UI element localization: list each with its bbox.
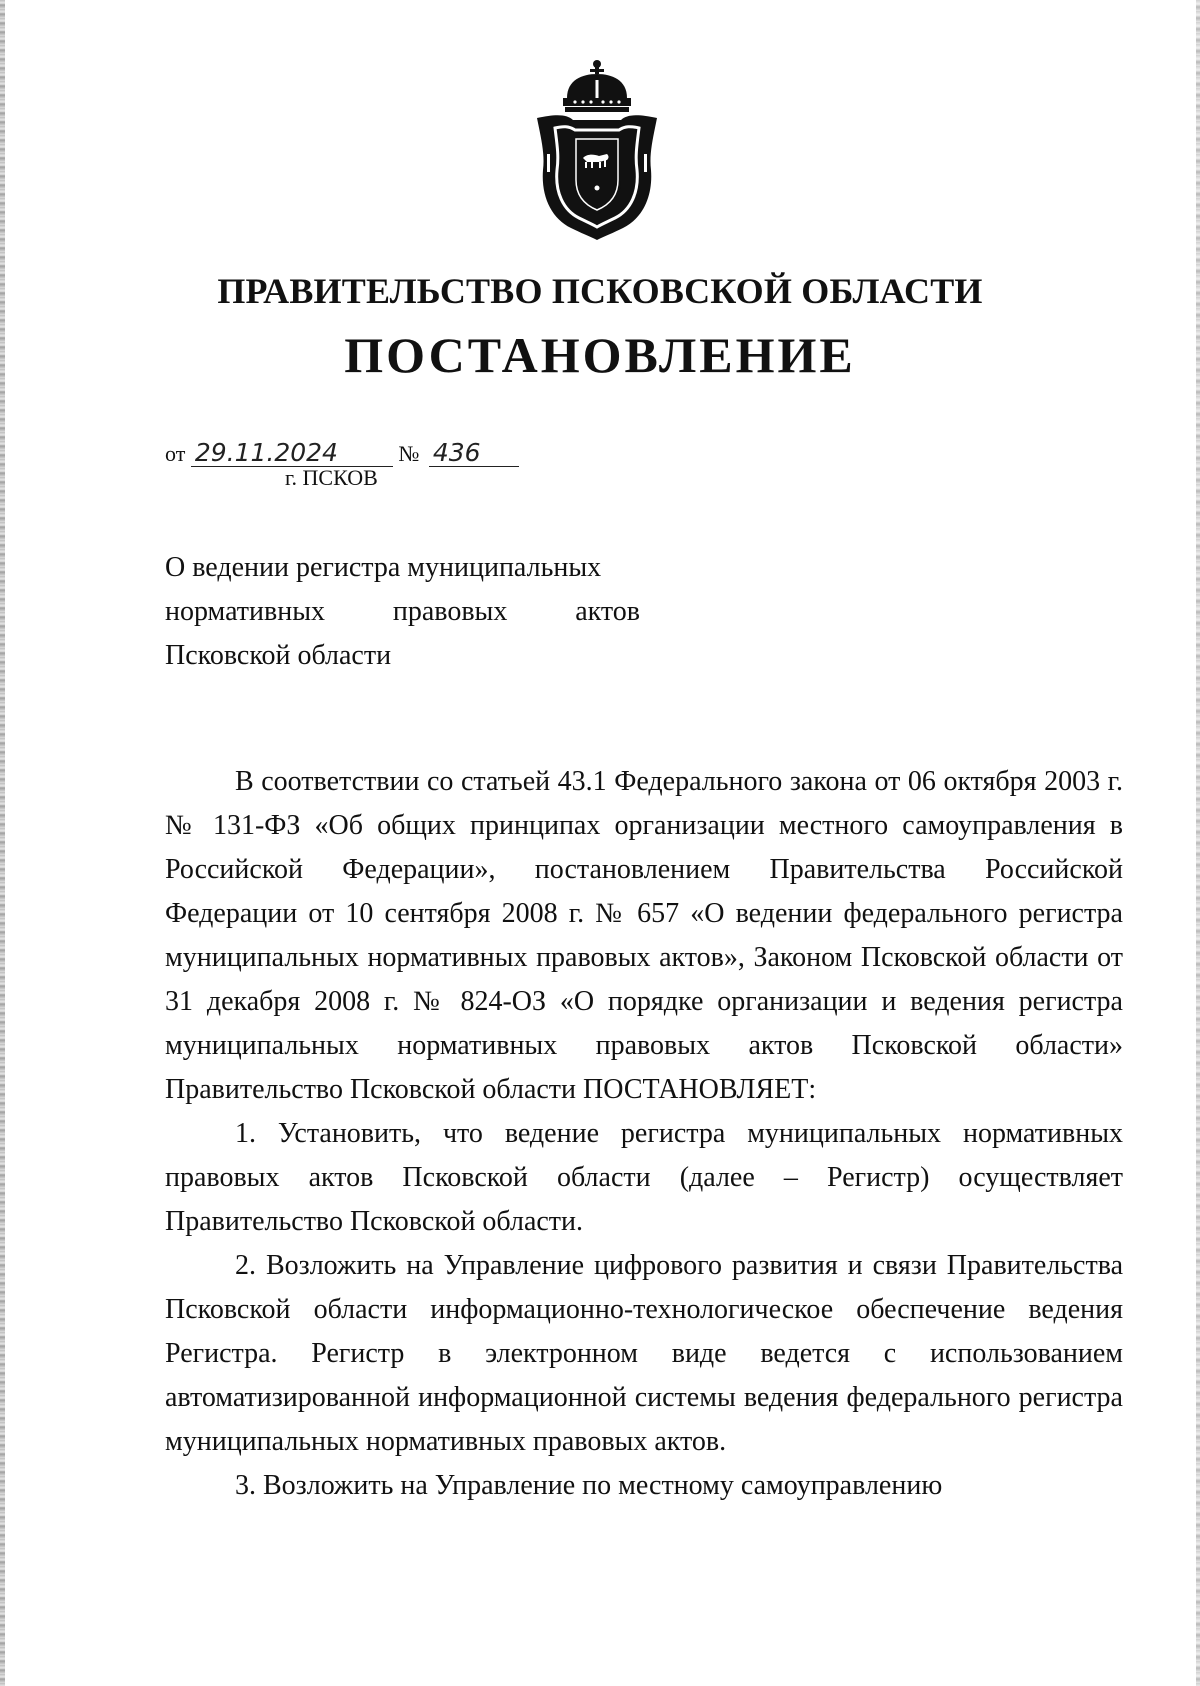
- body-paragraph: 2. Возложить на Управление цифрового развития и связи Правительства Псковской области информационно-технологическое обеспечение ведения Регистра. Регистр в электронном виде ведется с использованием автоматизированной информационной системы ведения федерального регистра муниципальных нормативных правовых актов.: [165, 1250, 1123, 1457]
- subject-line-1: О ведении регистра муниципальных: [165, 552, 602, 583]
- date-value: 29.11.2024: [191, 440, 393, 467]
- subject-word: нормативных: [165, 596, 326, 627]
- subject-word: правовых: [392, 596, 508, 627]
- body-paragraph: В соответствии со статьей 43.1 Федерального закона от 06 октября 2003 г. № 131-ФЗ «Об общих принципах организации местного самоуправления в Российской Федерации», постановлением Правительства Российской Федерации от 10 сентября 2008 г. № 657 «О ведении федерального регистра муниципальных нормативных правовых актов», Законом Псковской области от 31 декабря 2008 г. № 824-ОЗ «О порядке организации и ведения регистра муниципальных нормативных правовых актов Псковской области» Правительство Псковской области ПОСТАНОВЛЯЕТ:: [165, 766, 1123, 1105]
- coat-of-arms-icon: [527, 58, 667, 240]
- body-paragraph: 3. Возложить на Управление по местному самоуправлению: [235, 1470, 943, 1501]
- government-title: ПРАВИТЕЛЬСТВО ПСКОВСКОЙ ОБЛАСТИ: [217, 271, 983, 311]
- scan-edge-right: [1196, 0, 1200, 1686]
- document-subject: [165, 546, 640, 678]
- number-label: №: [398, 441, 420, 466]
- body-paragraph: 1. Установить, что ведение регистра муниципальных нормативных правовых актов Псковской области (далее – Регистр) осуществляет Правительство Псковской области.: [165, 1118, 1123, 1237]
- scan-edge-left: [0, 0, 5, 1686]
- date-label: от: [165, 441, 186, 466]
- subject-line-2: [165, 590, 640, 634]
- city-label: г. ПСКОВ: [285, 465, 378, 490]
- document-type-title: ПОСТАНОВЛЕНИЕ: [344, 327, 856, 383]
- number-value: 436: [429, 440, 519, 467]
- subject-word: актов: [575, 596, 640, 627]
- subject-line-3: Псковской области: [165, 640, 392, 671]
- document-body: [165, 760, 1123, 1508]
